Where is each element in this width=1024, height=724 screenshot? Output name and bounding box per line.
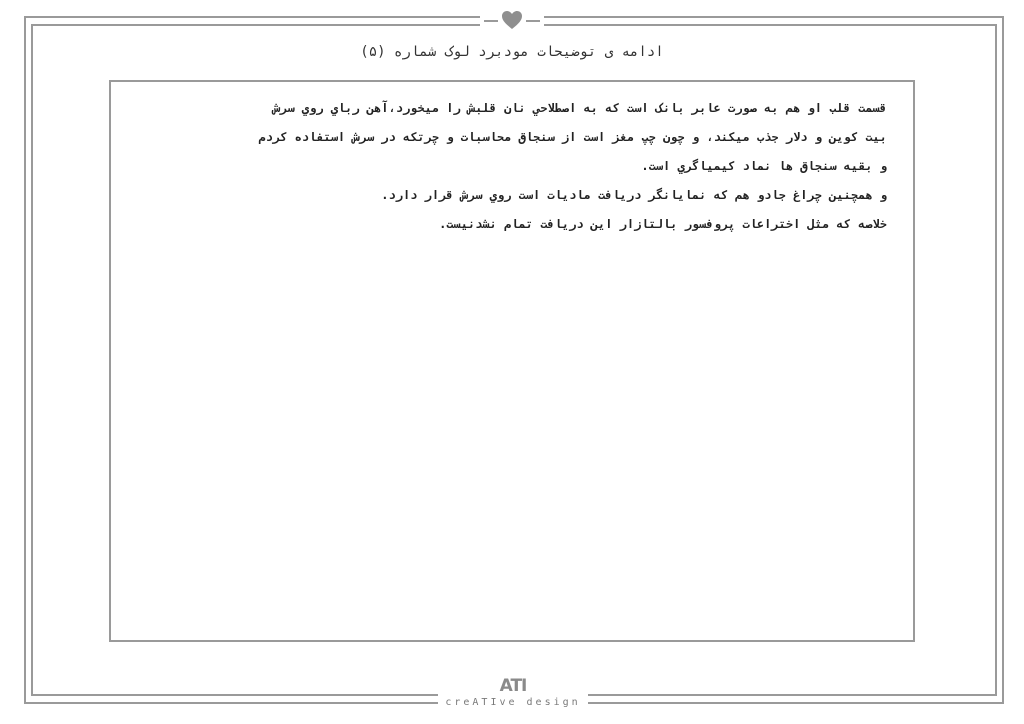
text-line: و همچنين چراغ جادو هم كه نمايانگر دريافت ماديات است روي سرش قرار دارد.	[381, 188, 887, 202]
footer-logo	[438, 674, 588, 714]
page-title: ادامه ی توضیحات مودبرد لوک شماره (۵)	[360, 44, 664, 60]
text-line: و بقيه سنجاق ها نماد كيمياگري است.	[641, 159, 887, 173]
text-block	[161, 94, 887, 239]
text-line: قسمت قلب او هم به صورت عابر بانک است که به اصطلاحي نان قلبش را ميخورد،آهن رباي روي سرش	[272, 101, 887, 115]
text-line: بيت كوين و دلار جذب ميكند، و چون چپ مغز است از سنجاق محاسبات و چرتكه در سرش استفاده كردم	[258, 130, 887, 144]
ornament-line-left	[484, 20, 498, 22]
logo-text: creATIve design	[445, 697, 581, 708]
content-box	[109, 80, 915, 642]
text-line: خلاصه كه مثل اختراعات پروفسور بالتازار اين دريافت تمام نشدنيست.	[439, 217, 887, 231]
heart-icon	[501, 10, 523, 30]
logo-mark: ATI	[499, 676, 527, 696]
ornament-line-right	[526, 20, 540, 22]
top-ornament	[480, 4, 544, 36]
